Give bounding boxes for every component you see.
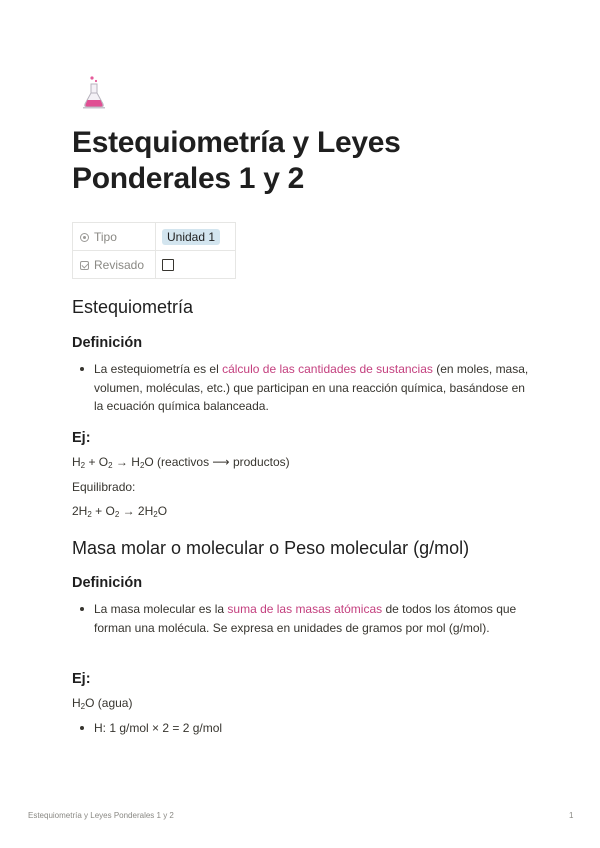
page-number: 1 <box>569 811 574 820</box>
example-compound: $H_2O$ (agua) <box>72 696 133 711</box>
tag-badge[interactable]: Unidad 1 <box>162 229 220 245</box>
example-heading: Ej: <box>72 430 91 446</box>
flask-icon <box>80 74 108 110</box>
property-value[interactable] <box>156 251 236 279</box>
properties-table <box>72 222 236 279</box>
definition-heading: Definición <box>72 575 143 591</box>
example-heading: Ej: <box>72 671 91 687</box>
equation-line: $H_2 + O_2 \to H_2O$ (reactivos ⟶ productos) <box>72 455 290 470</box>
revisado-checkbox[interactable] <box>162 259 174 271</box>
highlighted-text: suma de las masas atómicas <box>227 602 383 616</box>
section-heading: Estequiometría <box>72 297 194 317</box>
property-value[interactable] <box>156 223 236 251</box>
definition-item: La estequiometría es el cálculo de las cantidades de sustancias (en moles, masa, volumen, moléculas, etc.) que participan en una reacción química, basándose en la ecuación química balanceada. <box>94 360 534 416</box>
highlighted-text: cálculo de las cantidades de sustancias <box>222 362 433 376</box>
list-item: H: 1 g/mol × 2 = 2 g/mol <box>94 719 534 738</box>
footer-title: Estequiometría y Leyes Ponderales 1 y 2 <box>28 811 174 820</box>
section-heading: Masa molar o molecular o Peso molecular (g/mol) <box>72 538 470 558</box>
property-row-revisado <box>73 251 236 279</box>
balanced-equation: $2H_2 + O_2 \to 2H_2O$ <box>72 504 168 519</box>
property-key: Tipo <box>73 223 156 251</box>
property-row-tipo <box>73 223 236 251</box>
select-property-icon <box>80 233 89 242</box>
checkbox-property-icon <box>80 261 89 270</box>
page-title: Estequiometría y Leyes Ponderales 1 y 2 <box>72 126 401 195</box>
definition-heading: Definición <box>72 335 143 351</box>
balanced-label: Equilibrado: <box>72 480 136 494</box>
definition-item: La masa molecular es la suma de las masas atómicas de todos los átomos que forman una molécula. Se expresa en unidades de gramos por mol (g/mol). <box>94 600 534 637</box>
property-key: Revisado <box>73 251 156 279</box>
